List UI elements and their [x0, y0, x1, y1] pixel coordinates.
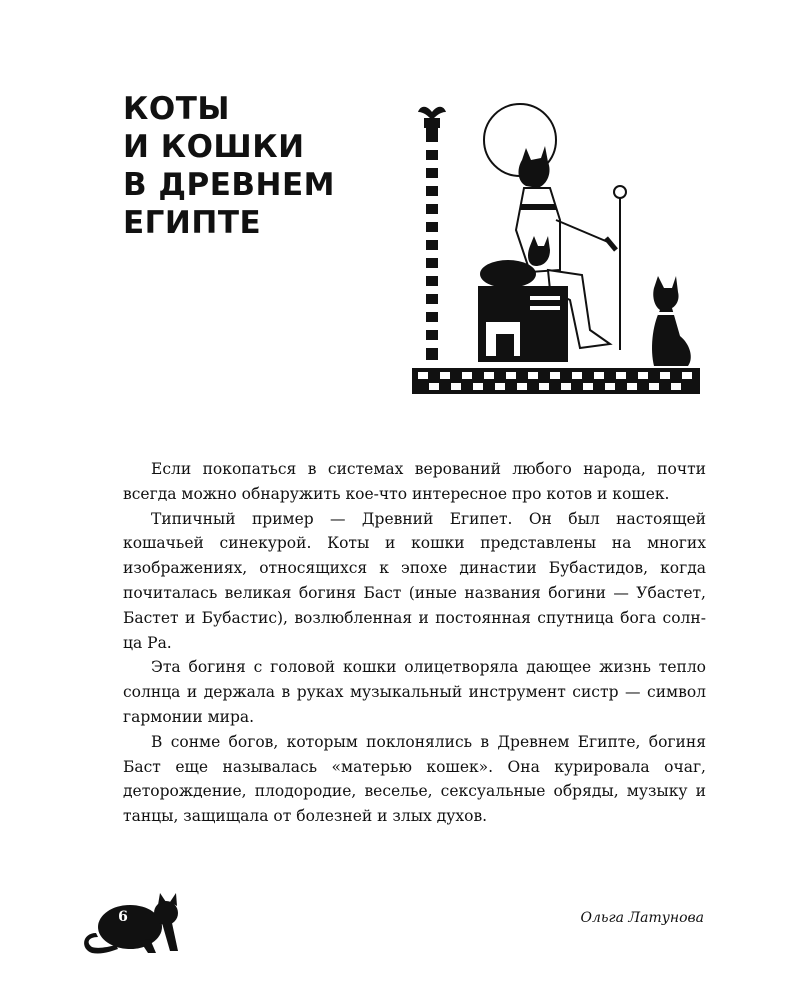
page-number: 6 [118, 909, 128, 925]
paragraph: Если покопаться в системах верований любого народа, почти всегда можно обнаружить кое-что интересное про котов и кошек. [123, 460, 706, 503]
goddess-cat-head-icon [519, 146, 550, 188]
floor-band [412, 368, 700, 394]
body-text [123, 457, 706, 829]
chapter-title-line: И КОШКИ [123, 129, 305, 165]
paragraph: Типичный пример — Древний Египет. Он был настоящей кошачьей синекурой. Коты и кошки представлены на многих изображениях, относящихся к эпохе династии Бубастидов, когда почиталась великая богиня Баст (иные названия богини — Убастет, Бастет и Бубастис), возлюбленная и постоянная спутница бога солнца Ра. [123, 509, 706, 652]
chapter-title [123, 90, 335, 242]
paragraph: Эта богиня с головой кошки олицетворяла дающее жизнь тепло солнца и держала в руках музыкальный инструмент систр — символ гармонии мира. [123, 658, 706, 726]
running-footer-author: Ольга Латунова [580, 910, 704, 926]
paragraph: В сонме богов, которым поклонялись в Древнем Египте, богиня Баст еще называлась «матерью кошек». Она курировала очаг, деторождение, плодородие, веселье, сексуальные обряды, музыку и танцы, защищала от болезней и злых духов. [123, 732, 706, 826]
chapter-title-line: ЕГИПТЕ [123, 205, 262, 241]
sistrum-icon [614, 186, 626, 198]
seated-cat-icon [652, 276, 691, 366]
goddess-bast-illustration [410, 100, 705, 398]
chapter-title-line: КОТЫ [123, 91, 230, 127]
chapter-title-line: В ДРЕВНЕМ [123, 167, 336, 203]
